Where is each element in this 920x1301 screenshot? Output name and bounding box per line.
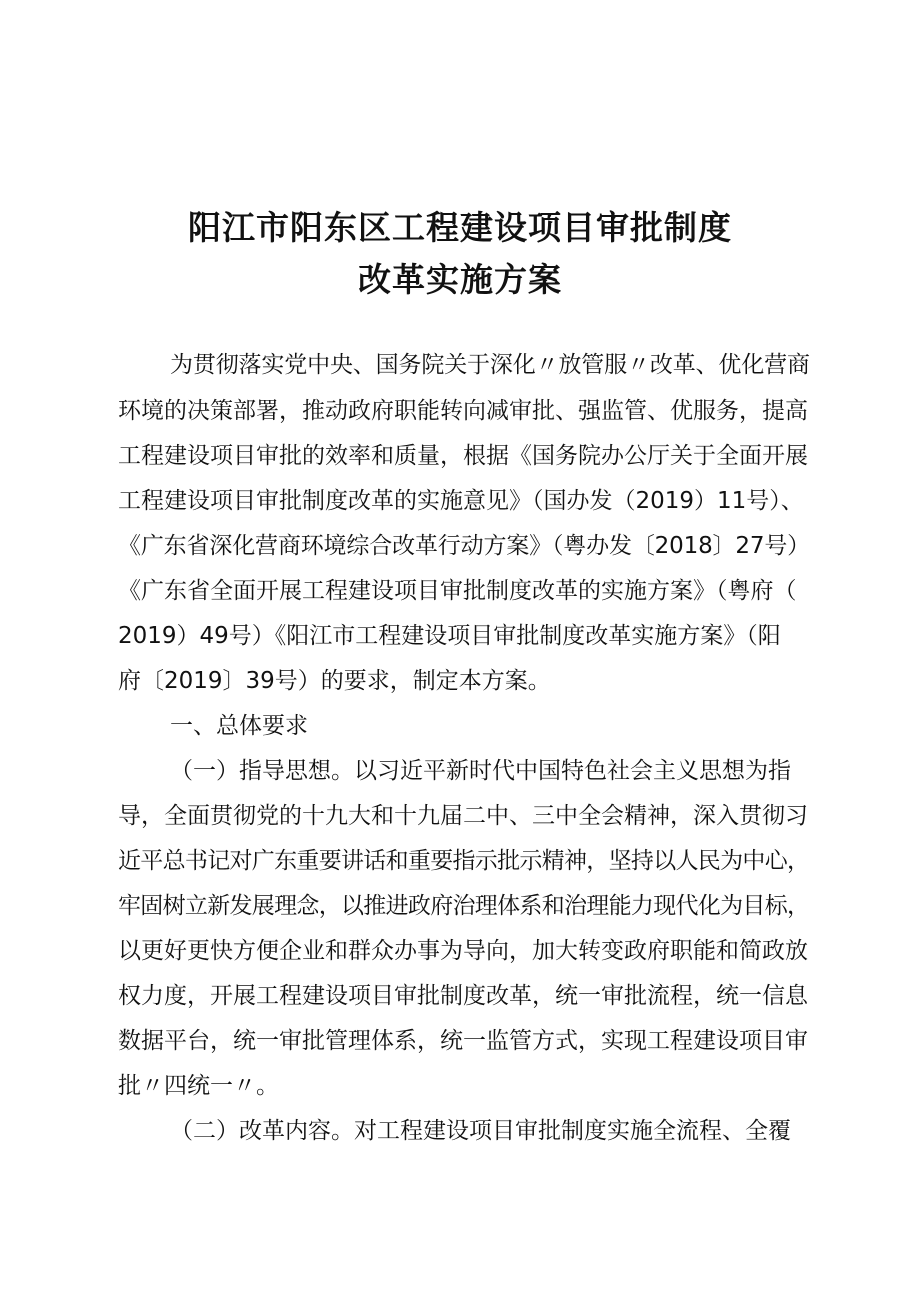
paragraph-line: 数据平台，统一审批管理体系，统一监管方式，实现工程建设项目审	[118, 1028, 808, 1054]
paragraph-line: 为贯彻落实党中央、国务院关于深化〃放管服〃改革、优化营商	[170, 352, 810, 378]
paragraph-line: 《广东省深化营商环境综合改革行动方案》（粤办发〔2018〕27号）	[118, 533, 811, 559]
document-title-line-2: 改革实施方案	[358, 260, 562, 299]
paragraph-line: 2019）49号）《阳江市工程建设项目审批制度改革实施方案》（阳	[118, 623, 781, 649]
paragraph-line: 工程建设项目审批的效率和质量，根据《国务院办公厅关于全面开展	[118, 443, 808, 469]
paragraph-line: 府〔2019〕39号）的要求，制定本方案。	[118, 668, 551, 694]
paragraph-line: 环境的决策部署，推动政府职能转向减审批、强监管、优服务，提高	[118, 398, 808, 424]
paragraph-line: 牢固树立新发展理念，以推进政府治理体系和治理能力现代化为目标，	[118, 893, 810, 919]
paragraph-line: 以更好更快方便企业和群众办事为导向，加大转变政府职能和简政放	[118, 938, 808, 964]
paragraph-line: 权力度，开展工程建设项目审批制度改革，统一审批流程，统一信息	[118, 983, 808, 1009]
paragraph-line: 《广东省全面开展工程建设项目审批制度改革的实施方案》（粤府（	[118, 578, 797, 604]
paragraph-line: 工程建设项目审批制度改革的实施意见》（国办发（2019）11号）、	[118, 488, 804, 514]
paragraph-line: 批〃四统一〃。	[118, 1073, 279, 1099]
section-heading: 一、总体要求	[170, 713, 308, 739]
paragraph-line: 近平总书记对广东重要讲话和重要指示批示精神，坚持以人民为中心，	[118, 848, 810, 874]
paragraph-line: （一）指导思想。以习近平新时代中国特色社会主义思想为指	[170, 758, 791, 784]
document-title-line-1: 阳江市阳东区工程建设项目审批制度	[188, 208, 732, 247]
paragraph-line: 导，全面贯彻党的十九大和十九届二中、三中全会精神，深入贯彻习	[118, 803, 808, 829]
paragraph-line: （二）改革内容。对工程建设项目审批制度实施全流程、全覆	[170, 1118, 791, 1144]
